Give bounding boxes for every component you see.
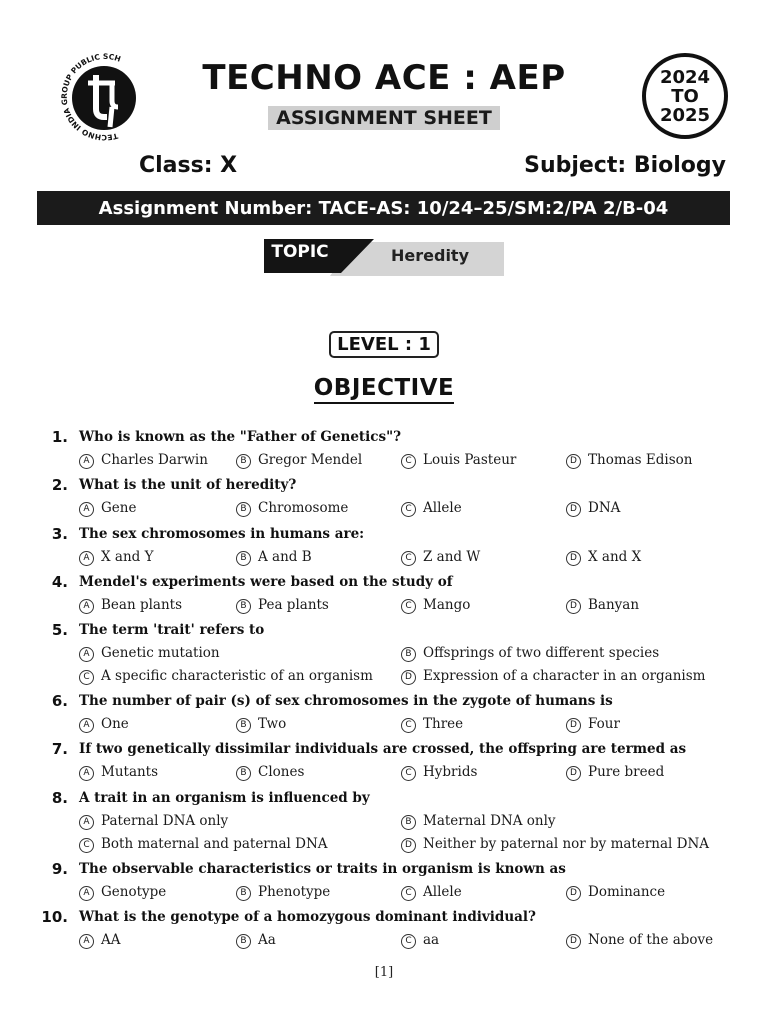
option-letter-icon: A <box>79 886 94 901</box>
option-text: Neither by paternal nor by maternal DNA <box>423 836 710 852</box>
question-5-option-d <box>401 668 705 685</box>
question-10-option-b <box>236 932 276 949</box>
question-7-option-c <box>401 764 477 781</box>
option-text: Hybrids <box>423 764 478 780</box>
question-10-option-d <box>566 932 713 949</box>
question-number: 6. <box>51 692 68 710</box>
year-start: 2024 <box>659 66 711 88</box>
question-4-option-d <box>566 597 639 614</box>
question-8-option-c <box>79 836 328 853</box>
option-letter-icon: A <box>79 815 94 830</box>
option-letter-icon: A <box>79 934 94 949</box>
option-text: Paternal DNA only <box>101 813 229 829</box>
question-9-option-c <box>401 884 462 901</box>
option-letter-icon: C <box>79 838 94 853</box>
option-letter-icon: B <box>236 454 251 469</box>
option-text: aa <box>423 932 440 948</box>
topic-value: Heredity <box>391 246 469 265</box>
question-6-option-a <box>79 716 129 733</box>
option-letter-icon: B <box>401 647 416 662</box>
option-letter-icon: B <box>401 815 416 830</box>
option-text: Four <box>588 716 620 732</box>
assignment-number: Assignment Number: TACE-AS: 10/24–25/SM:2/PA 2/B-04 <box>98 197 669 219</box>
question-9-option-d <box>566 884 665 901</box>
option-text: Charles Darwin <box>101 452 208 468</box>
question-7-option-d <box>566 764 664 781</box>
option-letter-icon: D <box>401 670 416 685</box>
question-1-option-c <box>401 452 516 469</box>
question-number: 7. <box>51 740 68 758</box>
topic-label: TOPIC <box>271 242 329 262</box>
option-letter-icon: C <box>401 454 416 469</box>
option-letter-icon: C <box>401 766 416 781</box>
option-text: Three <box>423 716 464 732</box>
question-number: 8. <box>51 789 68 807</box>
question-number: 3. <box>51 525 68 543</box>
option-text: One <box>101 716 129 732</box>
option-text: Thomas Edison <box>588 452 693 468</box>
option-text: None of the above <box>588 932 714 948</box>
question-2-option-b <box>236 500 348 517</box>
option-letter-icon: C <box>401 502 416 517</box>
option-letter-icon: C <box>401 718 416 733</box>
option-text: Both maternal and paternal DNA <box>101 836 328 852</box>
question-8-option-a <box>79 813 228 830</box>
option-letter-icon: C <box>79 670 94 685</box>
option-letter-icon: C <box>401 886 416 901</box>
logo-text: TECHNO INDIA GROUP PUBLIC SCH <box>59 51 122 143</box>
option-letter-icon: D <box>566 886 581 901</box>
option-text: X and X <box>588 549 642 565</box>
option-text: A specific characteristic of an organism <box>101 668 373 684</box>
option-text: Bean plants <box>101 597 182 613</box>
page-number: [1] <box>374 965 394 980</box>
question-number: 1. <box>51 428 68 446</box>
option-text: Gregor Mendel <box>258 452 363 468</box>
question-number: 5. <box>51 621 68 639</box>
option-text: Genetic mutation <box>101 645 220 661</box>
option-letter-icon: D <box>566 551 581 566</box>
question-6-option-b <box>236 716 286 733</box>
question-6-option-d <box>566 716 620 733</box>
year-to: TO <box>671 85 699 107</box>
option-letter-icon: A <box>79 454 94 469</box>
option-text: Pure breed <box>588 764 665 780</box>
document-title: TECHNO ACE : AEP <box>202 58 566 98</box>
question-8-option-d <box>401 836 709 853</box>
question-text: If two genetically dissimilar individuals are crossed, the offspring are termed as <box>79 741 687 757</box>
topic-banner <box>264 239 504 276</box>
question-text: A trait in an organism is influenced by <box>79 790 370 806</box>
question-5-option-a <box>79 645 220 662</box>
option-letter-icon: A <box>79 766 94 781</box>
assignment-number-bar <box>37 191 730 225</box>
option-text: Offsprings of two different species <box>423 645 660 661</box>
option-letter-icon: D <box>566 934 581 949</box>
option-text: Mutants <box>101 764 159 780</box>
question-1-option-b <box>236 452 362 469</box>
option-letter-icon: A <box>79 718 94 733</box>
question-number: 10. <box>41 908 68 926</box>
option-text: Clones <box>258 764 305 780</box>
option-letter-icon: D <box>566 502 581 517</box>
option-letter-icon: B <box>236 886 251 901</box>
option-text: Genotype <box>101 884 167 900</box>
question-text: Who is known as the "Father of Genetics"? <box>79 429 402 445</box>
option-text: X and Y <box>101 549 154 565</box>
option-letter-icon: B <box>236 599 251 614</box>
option-letter-icon: D <box>566 454 581 469</box>
subject-label: Subject: Biology <box>524 153 726 178</box>
option-text: Z and W <box>423 549 481 565</box>
option-text: Pea plants <box>258 597 329 613</box>
option-letter-icon: C <box>401 934 416 949</box>
option-letter-icon: B <box>236 502 251 517</box>
option-text: Two <box>258 716 287 732</box>
option-letter-icon: C <box>401 599 416 614</box>
option-text: Banyan <box>588 597 640 613</box>
question-3-option-c <box>401 549 480 566</box>
question-number: 9. <box>51 860 68 878</box>
option-text: Gene <box>101 500 137 516</box>
question-1-option-a <box>79 452 208 469</box>
question-4-option-b <box>236 597 329 614</box>
option-text: Allele <box>423 884 462 900</box>
option-text: Expression of a character in an organism <box>423 668 706 684</box>
question-3-option-a <box>79 549 154 566</box>
question-number: 2. <box>51 476 68 494</box>
question-text: What is the unit of heredity? <box>79 477 297 493</box>
question-7-option-a <box>79 764 158 781</box>
question-3-option-d <box>566 549 641 566</box>
option-text: AA <box>101 932 121 948</box>
question-8-option-b <box>401 813 556 830</box>
year-end: 2025 <box>659 104 711 126</box>
class-label: Class: X <box>139 153 238 178</box>
question-9-option-b <box>236 884 330 901</box>
question-1-option-d <box>566 452 692 469</box>
option-letter-icon: D <box>566 599 581 614</box>
option-letter-icon: A <box>79 647 94 662</box>
option-letter-icon: A <box>79 551 94 566</box>
option-letter-icon: A <box>79 599 94 614</box>
option-letter-icon: B <box>236 718 251 733</box>
section-heading: OBJECTIVE <box>314 375 455 404</box>
question-number: 4. <box>51 573 68 591</box>
question-3-option-b <box>236 549 312 566</box>
question-text: What is the genotype of a homozygous dominant individual? <box>79 909 536 925</box>
option-text: A and B <box>258 549 312 565</box>
option-letter-icon: D <box>566 718 581 733</box>
option-letter-icon: B <box>236 551 251 566</box>
question-5-option-c <box>79 668 373 685</box>
year-badge <box>642 53 728 139</box>
question-9-option-a <box>79 884 166 901</box>
option-text: DNA <box>588 500 621 516</box>
question-10-option-c <box>401 932 439 949</box>
question-4-option-a <box>79 597 182 614</box>
question-text: The observable characteristics or traits in organism is known as <box>79 861 566 877</box>
option-text: Phenotype <box>258 884 331 900</box>
option-text: Mango <box>423 597 471 613</box>
option-letter-icon: B <box>236 766 251 781</box>
option-text: Dominance <box>588 884 666 900</box>
question-text: The number of pair (s) of sex chromosomes in the zygote of humans is <box>79 693 613 709</box>
option-text: Louis Pasteur <box>423 452 517 468</box>
option-text: Chromosome <box>258 500 349 516</box>
option-letter-icon: C <box>401 551 416 566</box>
question-text: Mendel's experiments were based on the study of <box>79 574 453 590</box>
option-letter-icon: D <box>401 838 416 853</box>
option-letter-icon: B <box>236 934 251 949</box>
question-5-option-b <box>401 645 659 662</box>
option-letter-icon: A <box>79 502 94 517</box>
level-badge: LEVEL : 1 <box>329 331 439 358</box>
question-7-option-b <box>236 764 304 781</box>
question-text: The term 'trait' refers to <box>79 622 265 638</box>
question-2-option-c <box>401 500 462 517</box>
question-4-option-c <box>401 597 470 614</box>
document-subtitle: ASSIGNMENT SHEET <box>268 106 500 130</box>
question-2-option-d <box>566 500 620 517</box>
question-2-option-a <box>79 500 136 517</box>
option-letter-icon: D <box>566 766 581 781</box>
question-10-option-a <box>79 932 121 949</box>
option-text: Maternal DNA only <box>423 813 556 829</box>
question-6-option-c <box>401 716 463 733</box>
question-text: The sex chromosomes in humans are: <box>79 526 365 542</box>
option-text: Allele <box>423 500 462 516</box>
option-text: Aa <box>258 932 276 948</box>
